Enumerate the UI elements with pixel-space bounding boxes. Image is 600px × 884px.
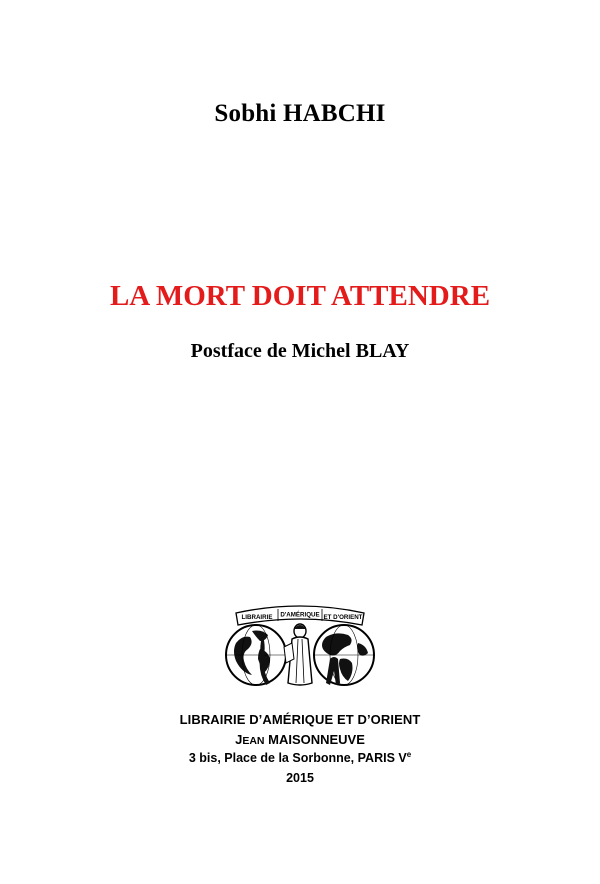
- left-globe-icon: [226, 625, 286, 685]
- right-globe-icon: [314, 625, 374, 685]
- editor-first-rest: EAN: [242, 735, 265, 747]
- address-superscript: e: [406, 749, 412, 759]
- banner-text-middle: D'AMÉRIQUE: [280, 611, 320, 619]
- logo-banner-icon: [236, 606, 364, 625]
- postface-credit: Postface de Michel BLAY: [190, 340, 410, 362]
- central-figure-icon: [284, 624, 312, 685]
- editor-last-name: MAISONNEUVE: [268, 732, 365, 747]
- publisher-name: LIBRAIRIE D’AMÉRIQUE ET D’ORIENT: [179, 712, 421, 727]
- author-name: Sobhi HABCHI: [214, 100, 386, 127]
- publisher-address: [0, 751, 600, 765]
- publisher-editor: [0, 732, 600, 747]
- publication-year: 2015: [286, 771, 314, 785]
- address-text: 3 bis, Place de la Sorbonne, PARIS V: [188, 751, 407, 765]
- banner-text-left: LIBRAIRIE: [241, 614, 273, 621]
- banner-text-right: ET D'ORIENT: [323, 614, 363, 621]
- editor-first-initial: J: [235, 732, 243, 747]
- book-title: LA MORT DOIT ATTENDRE: [109, 280, 491, 312]
- publisher-logo: [222, 603, 378, 693]
